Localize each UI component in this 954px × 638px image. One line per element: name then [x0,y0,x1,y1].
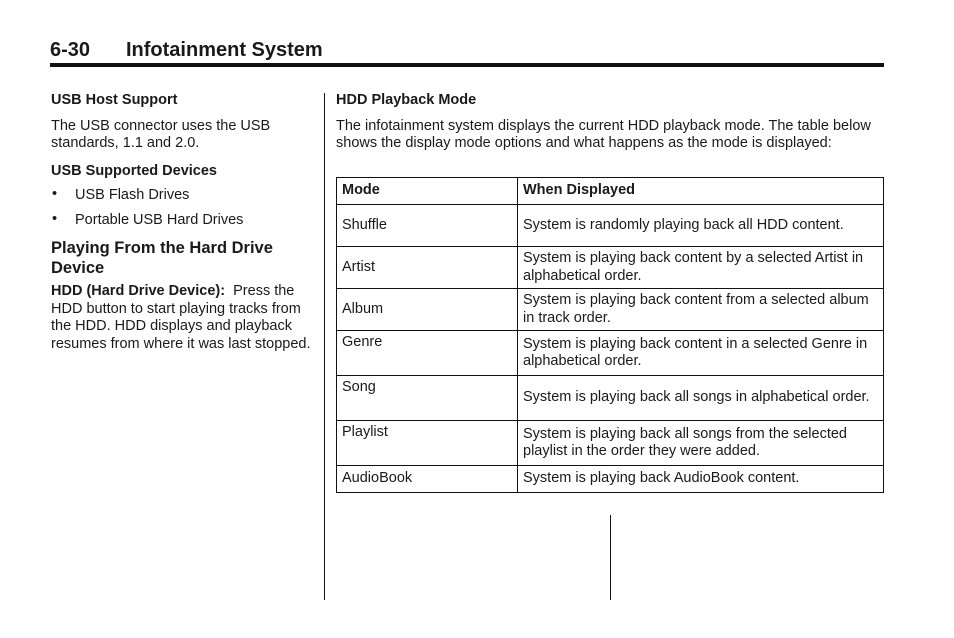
table-row [337,466,884,493]
section-title: Infotainment System [126,39,323,61]
mode-cell: Playlist [337,421,518,466]
list-item: • Portable USB Hard Drives [51,212,313,230]
right-column [336,92,884,153]
left-column [51,92,313,353]
mode-cell: Artist [337,247,518,289]
column-header-mode: Mode [337,178,518,205]
description-cell: System is playing back AudioBook content. [518,466,884,493]
mode-cell: Song [337,376,518,421]
usb-host-text: The USB connector uses the USB standards, 1.1 and 2.0. [51,117,271,151]
table-row [337,376,884,421]
mode-cell: AudioBook [337,466,518,493]
hdd-text: Press the HDD button to start playing tracks from the HDD. HDD displays and playback resumes from where it was last stopped. [51,283,311,352]
playback-mode-heading: HDD Playback Mode [336,92,477,108]
table-row [337,247,884,289]
description-cell: System is playing back content in a selected Genre in alphabetical order. [518,331,884,376]
usb-host-heading: USB Host Support [51,92,178,108]
table-row [337,331,884,376]
description-cell: System is randomly playing back all HDD content. [518,205,884,247]
table-header-row [337,178,884,205]
mode-cell: Shuffle [337,205,518,247]
page-number: 6-30 [50,39,91,61]
mode-cell: Album [337,289,518,331]
column-divider [324,93,325,600]
description-cell: System is playing back content from a selected album in track order. [518,289,884,331]
description-cell: System is playing back content by a selected Artist in alphabetical order. [518,247,884,289]
hdd-paragraph [51,283,313,353]
description-cell: System is playing back all songs in alphabetical order. [518,376,884,421]
usb-devices-list [51,187,313,229]
table-row [337,289,884,331]
table-row [337,205,884,247]
hdd-label: HDD (Hard Drive Device): [51,283,226,299]
column-divider-lower [610,515,611,600]
table-row [337,421,884,466]
usb-devices-heading: USB Supported Devices [51,162,217,179]
list-item: • USB Flash Drives [51,187,313,205]
description-cell: System is playing back all songs from the selected playlist in the order they were added. [518,421,884,466]
mode-cell: Genre [337,331,518,376]
header-rule [50,63,884,67]
page-header [50,38,884,62]
hdd-section-heading: Playing From the Hard Drive Device [51,239,273,277]
playback-mode-table [336,177,884,493]
column-header-when: When Displayed [518,178,884,205]
playback-intro: The infotainment system displays the current HDD playback mode. The table below shows the display mode options and what happens as the mode is displayed: [336,117,871,151]
